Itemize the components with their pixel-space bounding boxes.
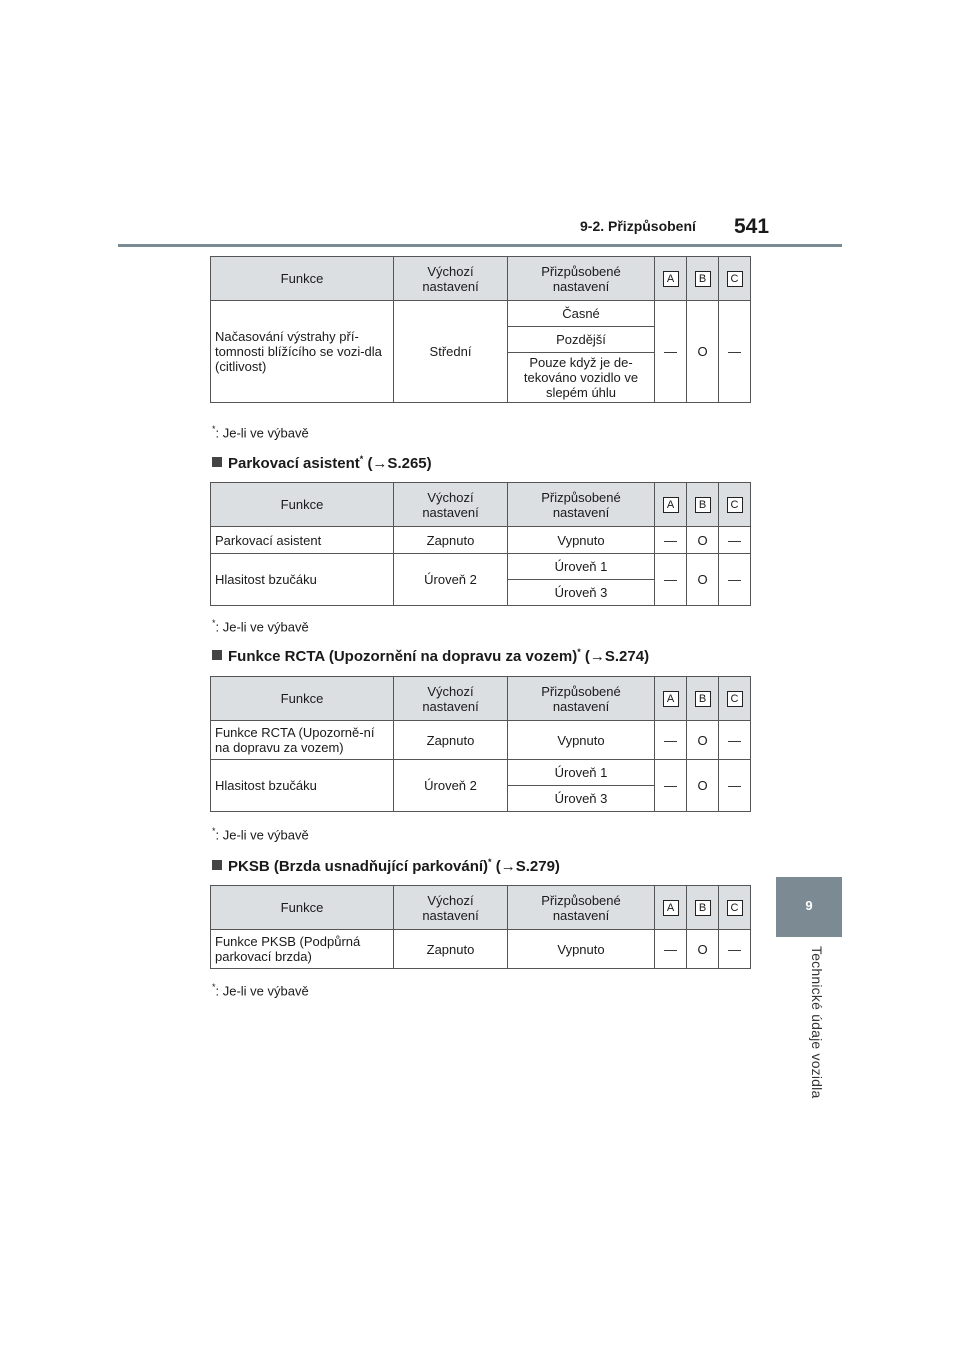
cell-vychozi: Zapnuto	[394, 721, 508, 760]
cell-c: —	[719, 527, 751, 554]
footnote	[212, 826, 309, 842]
header-vychozi: Výchozí nastavení	[394, 886, 508, 930]
cell-vychozi: Zapnuto	[394, 527, 508, 554]
header-c	[719, 677, 751, 721]
footnote-star: *	[212, 424, 216, 434]
title-star: *	[488, 857, 492, 867]
cell-c: —	[719, 554, 751, 606]
cell-option: Pozdější	[508, 327, 655, 353]
chapter-tab[interactable]: 9	[776, 877, 842, 937]
table-row	[211, 930, 751, 969]
table-row	[211, 301, 751, 327]
footnote-text: : Je-li ve výbavě	[215, 619, 309, 635]
cell-a: —	[655, 721, 687, 760]
box-letter-b: B	[695, 271, 711, 287]
header-b	[687, 257, 719, 301]
box-letter-c: C	[727, 691, 743, 707]
header-rule	[118, 244, 842, 247]
header-funkce: Funkce	[211, 257, 394, 301]
cell-a: —	[655, 527, 687, 554]
box-letter-a: A	[663, 271, 679, 287]
table-header-row	[211, 257, 751, 301]
cell-vychozi: Úroveň 2	[394, 760, 508, 812]
page-number: 541	[734, 215, 770, 238]
cell-funkce: Hlasitost bzučáku	[211, 554, 394, 606]
header-prizp: Přizpůsobené nastavení	[508, 677, 655, 721]
cell-option: Úroveň 3	[508, 786, 655, 812]
cell-a: —	[655, 301, 687, 403]
header-funkce: Funkce	[211, 677, 394, 721]
cell-a: —	[655, 760, 687, 812]
header-funkce: Funkce	[211, 886, 394, 930]
cell-vychozi: Zapnuto	[394, 930, 508, 969]
table-header-row	[211, 677, 751, 721]
cell-funkce: Funkce PKSB (Podpůrná parkovací brzda)	[211, 930, 394, 969]
box-letter-b: B	[695, 900, 711, 916]
cell-prizp: Vypnuto	[508, 527, 655, 554]
footnote-text: : Je-li ve výbavě	[215, 827, 309, 843]
header-c	[719, 483, 751, 527]
cell-b: O	[687, 930, 719, 969]
cell-option: Pouze když je de-tekováno vozidlo ve slepém úhlu	[508, 353, 655, 403]
header-funkce: Funkce	[211, 483, 394, 527]
box-letter-c: C	[727, 271, 743, 287]
box-letter-a: A	[663, 497, 679, 513]
box-letter-a: A	[663, 691, 679, 707]
cell-vychozi: Úroveň 2	[394, 554, 508, 606]
box-letter-b: B	[695, 497, 711, 513]
cell-vychozi: Střední	[394, 301, 508, 403]
cell-funkce: Hlasitost bzučáku	[211, 760, 394, 812]
header-a	[655, 677, 687, 721]
cell-prizp: Vypnuto	[508, 930, 655, 969]
page-header-section: 9-2. Přizpůsobení	[580, 218, 696, 234]
bullet-square-icon	[212, 457, 222, 467]
bullet-square-icon	[212, 860, 222, 870]
table-blind-spot	[210, 256, 751, 403]
footnote-star: *	[212, 982, 216, 992]
page-reference-link[interactable]: (→S.265)	[367, 455, 432, 472]
table-row	[211, 554, 751, 580]
header-a	[655, 886, 687, 930]
cell-b: O	[687, 760, 719, 812]
header-a	[655, 257, 687, 301]
table-header-row	[211, 886, 751, 930]
header-b	[687, 886, 719, 930]
cell-c: —	[719, 721, 751, 760]
box-letter-a: A	[663, 900, 679, 916]
cell-a: —	[655, 554, 687, 606]
table-rcta	[210, 676, 751, 812]
section-title-pksb	[212, 857, 560, 875]
title-star: *	[577, 647, 581, 657]
footnote-star: *	[212, 826, 216, 836]
header-prizp: Přizpůsobené nastavení	[508, 886, 655, 930]
footnote	[212, 618, 309, 634]
box-letter-c: C	[727, 900, 743, 916]
table-parking-assist	[210, 482, 751, 606]
section-title-text: PKSB (Brzda usnadňující parkování)	[228, 858, 489, 875]
section-title-text: Funkce RCTA (Upozornění na dopravu za vozem)	[228, 648, 578, 665]
header-prizp: Přizpůsobené nastavení	[508, 483, 655, 527]
footnote	[212, 982, 309, 998]
header-vychozi: Výchozí nastavení	[394, 483, 508, 527]
table-row	[211, 527, 751, 554]
header-prizp: Přizpůsobené nastavení	[508, 257, 655, 301]
cell-option: Úroveň 3	[508, 580, 655, 606]
header-a	[655, 483, 687, 527]
table-row	[211, 721, 751, 760]
cell-option: Časné	[508, 301, 655, 327]
footnote-text: : Je-li ve výbavě	[215, 983, 309, 999]
footnote-text: : Je-li ve výbavě	[215, 425, 309, 441]
box-letter-c: C	[727, 497, 743, 513]
bullet-square-icon	[212, 650, 222, 660]
page-reference-link[interactable]: (→S.274)	[584, 648, 650, 665]
cell-a: —	[655, 930, 687, 969]
cell-funkce: Načasování výstrahy pří-tomnosti blížícího se vozi-dla (citlivost)	[211, 301, 394, 403]
footnote	[212, 424, 309, 440]
header-b	[687, 677, 719, 721]
cell-b: O	[687, 554, 719, 606]
cell-funkce: Parkovací asistent	[211, 527, 394, 554]
title-star: *	[359, 454, 364, 464]
header-c	[719, 886, 751, 930]
header-c	[719, 257, 751, 301]
page-reference-link[interactable]: (→S.279)	[495, 858, 560, 875]
cell-b: O	[687, 527, 719, 554]
chapter-label: Technické údaje vozidla	[809, 946, 825, 1099]
cell-b: O	[687, 721, 719, 760]
section-title-text: Parkovací asistent	[228, 455, 360, 472]
cell-c: —	[719, 760, 751, 812]
table-pksb	[210, 885, 751, 969]
cell-c: —	[719, 930, 751, 969]
cell-c: —	[719, 301, 751, 403]
box-letter-b: B	[695, 691, 711, 707]
cell-funkce: Funkce RCTA (Upozorně-ní na dopravu za vozem)	[211, 721, 394, 760]
header-vychozi: Výchozí nastavení	[394, 257, 508, 301]
cell-option: Úroveň 1	[508, 760, 655, 786]
section-title-rcta	[212, 647, 649, 665]
table-row	[211, 760, 751, 786]
cell-prizp: Vypnuto	[508, 721, 655, 760]
section-title-parking-assist	[212, 454, 432, 472]
footnote-star: *	[212, 618, 216, 628]
header-b	[687, 483, 719, 527]
cell-option: Úroveň 1	[508, 554, 655, 580]
table-header-row	[211, 483, 751, 527]
header-vychozi: Výchozí nastavení	[394, 677, 508, 721]
cell-b: O	[687, 301, 719, 403]
